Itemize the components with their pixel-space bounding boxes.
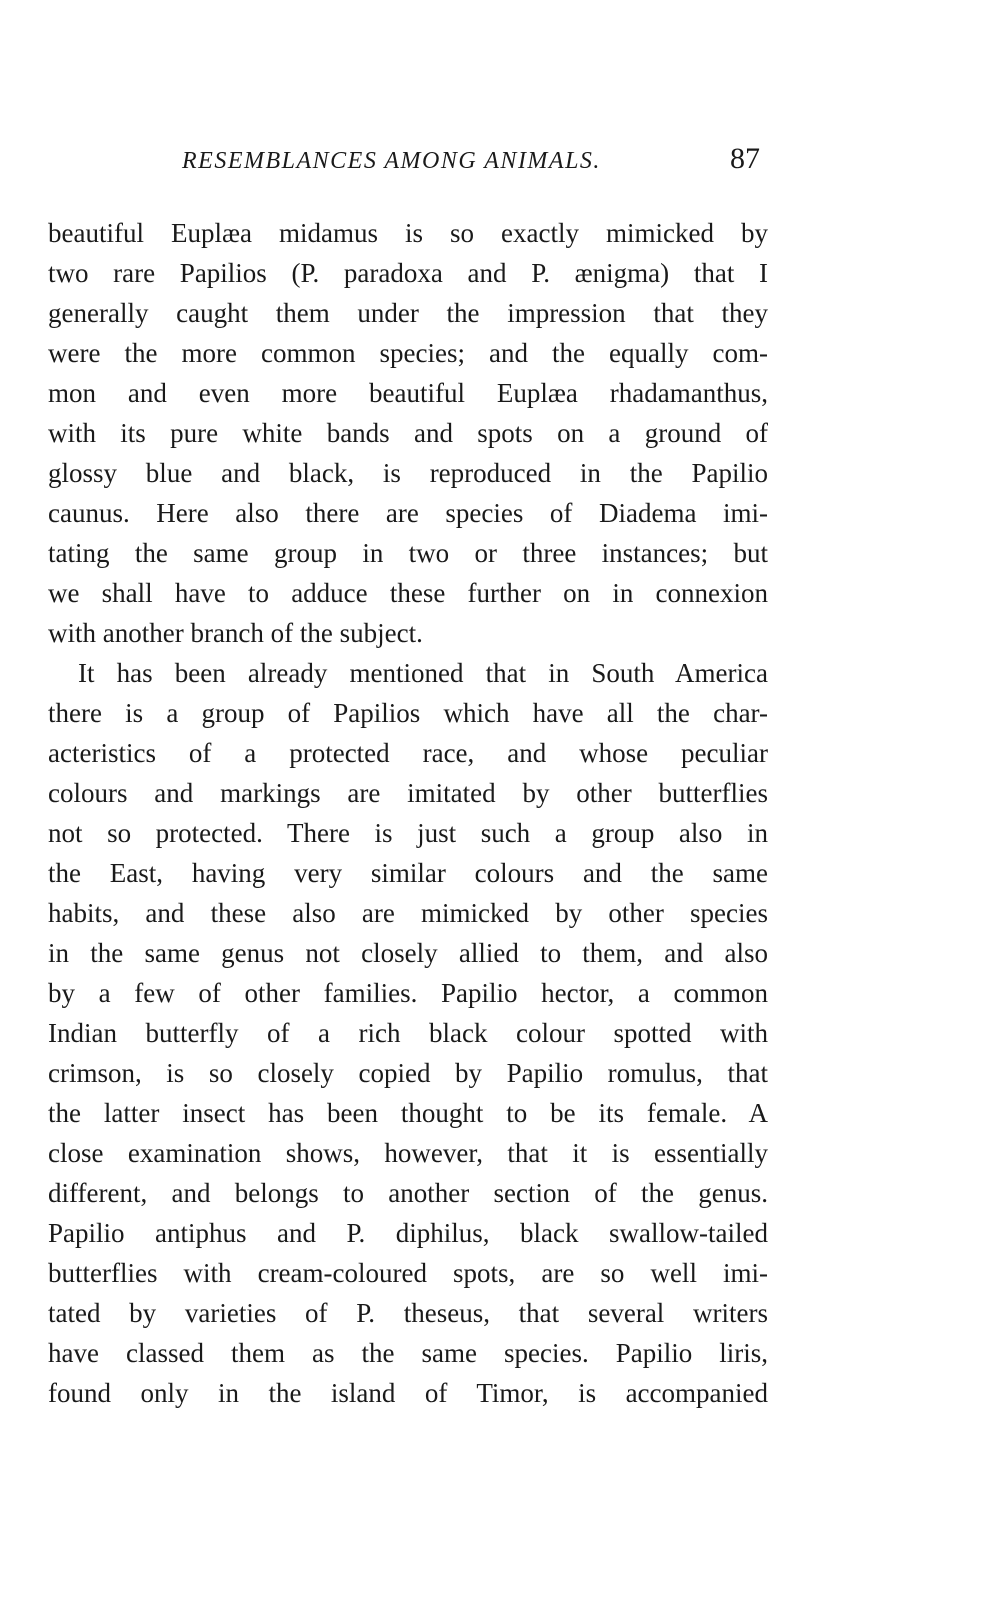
text-line: close examination shows, however, that it is essentially bbox=[48, 1138, 768, 1168]
page-number: 87 bbox=[730, 142, 760, 175]
paragraph-first-line: It has been already mentioned that in South America bbox=[78, 658, 768, 688]
body-text bbox=[48, 213, 768, 1413]
text-line: have classed them as the same species. Papilio liris, bbox=[48, 1338, 768, 1368]
text-line: in the same genus not closely allied to them, and also bbox=[48, 938, 768, 968]
text-line: crimson, is so closely copied by Papilio romulus, that bbox=[48, 1058, 768, 1088]
text-line: tating the same group in two or three instances; but bbox=[48, 538, 768, 568]
text-line: the East, having very similar colours and the same bbox=[48, 858, 768, 888]
text-line: by a few of other families. Papilio hector, a common bbox=[48, 978, 768, 1008]
text-line: found only in the island of Timor, is accompanied bbox=[48, 1378, 768, 1408]
text-line: different, and belongs to another section of the genus. bbox=[48, 1178, 768, 1208]
text-line: glossy blue and black, is reproduced in the Papilio bbox=[48, 458, 768, 488]
text-line: butterflies with cream-coloured spots, are so well imi- bbox=[48, 1258, 768, 1288]
text-line: acteristics of a protected race, and whose peculiar bbox=[48, 738, 768, 768]
text-line: Papilio antiphus and P. diphilus, black swallow-tailed bbox=[48, 1218, 768, 1248]
text-line: tated by varieties of P. theseus, that several writers bbox=[48, 1298, 768, 1328]
running-head bbox=[170, 142, 760, 188]
text-line: with its pure white bands and spots on a ground of bbox=[48, 418, 768, 448]
paragraph-end-line: with another branch of the subject. bbox=[48, 618, 423, 648]
text-line: mon and even more beautiful Euplæa rhadamanthus, bbox=[48, 378, 768, 408]
text-line: the latter insect has been thought to be its female. A bbox=[48, 1098, 768, 1128]
text-line: habits, and these also are mimicked by other species bbox=[48, 898, 768, 928]
text-line: colours and markings are imitated by other butterflies bbox=[48, 778, 768, 808]
text-line: generally caught them under the impression that they bbox=[48, 298, 768, 328]
text-line: two rare Papilios (P. paradoxa and P. ænigma) that I bbox=[48, 258, 768, 288]
text-line: we shall have to adduce these further on in connexion bbox=[48, 578, 768, 608]
text-line: not so protected. There is just such a group also in bbox=[48, 818, 768, 848]
text-line: were the more common species; and the equally com- bbox=[48, 338, 768, 368]
text-line: beautiful Euplæa midamus is so exactly mimicked by bbox=[48, 218, 768, 248]
running-title: RESEMBLANCES AMONG ANIMALS. bbox=[182, 148, 601, 174]
text-line: caunus. Here also there are species of Diadema imi- bbox=[48, 498, 768, 528]
text-line: Indian butterfly of a rich black colour spotted with bbox=[48, 1018, 768, 1048]
text-line: there is a group of Papilios which have all the char- bbox=[48, 698, 768, 728]
